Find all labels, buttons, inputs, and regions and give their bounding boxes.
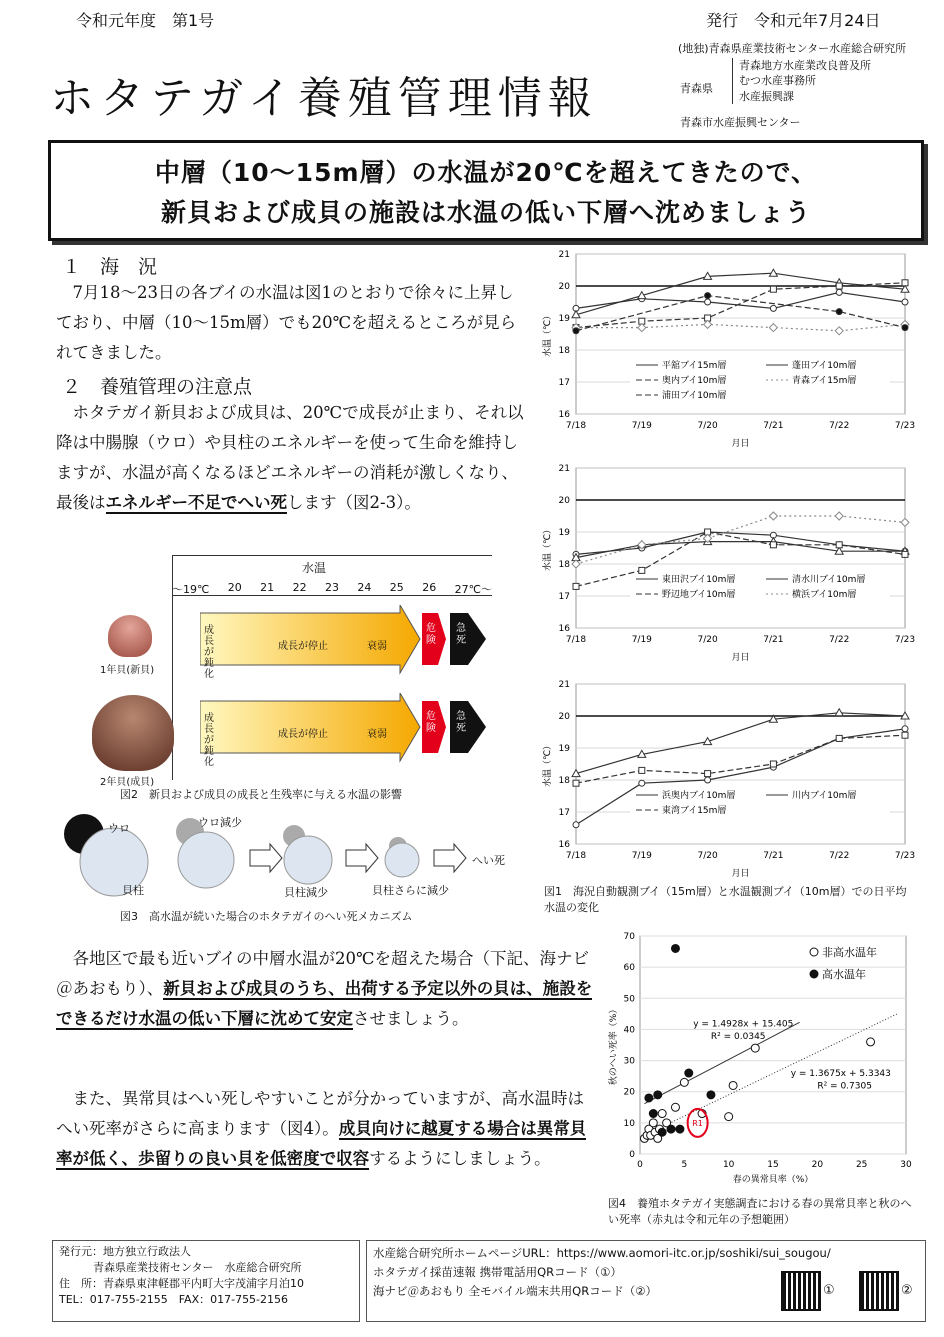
data-point <box>770 761 776 767</box>
x-tick-label: 20 <box>811 1160 824 1170</box>
data-point <box>836 542 842 548</box>
data-point <box>836 289 842 295</box>
fig1-caption: 図1 海況自動観測ブイ（15m層）と水温観測ブイ（10m層）での日平均水温の変化 <box>544 885 907 914</box>
qr-2-label: ② <box>901 1283 913 1298</box>
stage-death: 急死 <box>456 711 466 734</box>
stage-danger: 危険 <box>426 711 436 734</box>
legend-label: 清水川ブイ10m層 <box>792 575 866 585</box>
y-axis-label: 水温（℃） <box>543 740 553 788</box>
headline-line-2: 新貝および成貝の施設は水温の低い下層へ沈めましょう <box>160 198 811 227</box>
stage-stop: 成長が停止 <box>278 641 328 652</box>
data-point <box>705 293 711 299</box>
x-axis-label: 春の異常貝率（%） <box>732 1175 814 1185</box>
x-tick-label: 7/19 <box>631 421 652 431</box>
x-tick-label: 5 <box>681 1160 688 1170</box>
stage-weak: 衰弱 <box>367 729 387 740</box>
x-tick-label: 7/21 <box>763 635 784 645</box>
series-line <box>576 273 905 315</box>
fig2-ticks <box>172 581 492 597</box>
legend-label: 東湾ブイ15m層 <box>662 806 727 816</box>
prefecture-org-list <box>732 58 919 104</box>
y-axis-label: 水温（℃） <box>543 524 553 572</box>
x-tick-label: 7/21 <box>763 421 784 431</box>
legend-label: 平舘ブイ15m層 <box>662 361 727 371</box>
x-tick-label: 7/20 <box>697 635 718 645</box>
emphasis-text: 新貝および成貝のうち、出荷する予定以外の貝は、施設をできるだけ水温の低い下層に沈めて安定 <box>56 979 593 1028</box>
data-point <box>725 1113 733 1121</box>
data-point <box>769 269 777 276</box>
legend-marker <box>810 970 818 978</box>
data-point <box>667 1125 675 1133</box>
data-point <box>658 1128 666 1136</box>
data-point <box>902 732 908 738</box>
y-tick-label: 19 <box>558 744 570 754</box>
x-tick-label: 7/23 <box>894 421 916 431</box>
y-tick-label: 50 <box>623 994 635 1005</box>
text-span: 各地区で最も近いブイの中層水温が20℃を超えた場合（下記、海ナビ＠あおもり）、 <box>56 949 589 998</box>
x-tick-label: 7/20 <box>697 851 718 861</box>
fig2-tick: 21 <box>260 581 275 594</box>
x-tick-label: 7/21 <box>763 851 784 861</box>
y-axis-label: 水温（℃） <box>543 310 553 358</box>
scallop-2yr-image <box>92 695 174 771</box>
footer-line: 青森県産業技術センター 水産総合研究所 <box>93 1261 302 1274</box>
y-tick-label: 17 <box>558 808 570 818</box>
data-point <box>676 1125 684 1133</box>
headline-line-1: 中層（10〜15m層）の水温が20℃を超えてきたので、 <box>154 158 818 187</box>
x-tick-label: 15 <box>767 1160 779 1170</box>
emphasis-text: エネルギー不足でへい死 <box>105 493 287 512</box>
data-point <box>902 299 908 305</box>
figure-3 <box>62 810 532 902</box>
fig3-uro: ウロ <box>108 822 130 835</box>
y-tick-label: 21 <box>558 250 570 260</box>
x-tick-label: 7/18 <box>565 851 587 861</box>
legend-label: 奥内ブイ10m層 <box>662 376 727 386</box>
org-line: むつ水産事務所 <box>739 74 816 88</box>
y-tick-label: 21 <box>558 680 570 690</box>
text-span: また、異常貝はへい死しやすいことが分かっていますが、高水温時はへい死率がさらに高まります（図4）。 <box>56 1089 584 1138</box>
data-point <box>770 542 776 548</box>
data-point <box>671 944 679 952</box>
x-tick-label: 7/20 <box>697 421 718 431</box>
y-axis-label: 秋のへい死率（%） <box>609 1004 619 1086</box>
fig2-row1-bar <box>200 605 490 677</box>
section-1-title: １ 海 況 <box>62 256 158 278</box>
legend-label: 非高水温年 <box>822 946 877 959</box>
data-point <box>770 305 776 311</box>
data-point <box>573 583 579 589</box>
r2-label: R² = 0.7305 <box>817 1081 872 1092</box>
forecast-label: R1 <box>692 1118 703 1128</box>
x-tick-label: 7/19 <box>631 851 652 861</box>
prefecture-label: 青森県 <box>680 82 713 95</box>
fig1-chart-c <box>540 676 920 886</box>
stage-slow: 成長が鈍化 <box>204 713 214 768</box>
data-point <box>649 1110 657 1118</box>
headline-box <box>48 140 924 241</box>
data-point <box>836 735 842 741</box>
fig4-chart <box>604 926 924 1194</box>
fig3-uro-less: ウロ減少 <box>198 816 242 829</box>
data-point <box>704 320 712 328</box>
row-2-label: 2年貝(成貝) <box>100 777 155 788</box>
y-tick-label: 10 <box>623 1118 635 1129</box>
publisher-org: (地独)青森県産業技術センター水産総合研究所 <box>678 42 907 55</box>
stage-weak: 衰弱 <box>367 641 387 652</box>
footer-line: 住 所：青森県東津軽郡平内町大字茂浦字月泊10 <box>59 1277 304 1290</box>
r2-label: R² = 0.0345 <box>710 1031 766 1042</box>
fig3-adductor: 貝柱 <box>122 884 144 897</box>
fig2-tick: 26 <box>422 581 437 594</box>
data-point <box>705 771 711 777</box>
data-point <box>685 1069 693 1077</box>
data-point <box>901 518 909 526</box>
paragraph-3 <box>56 944 596 1034</box>
y-tick-label: 40 <box>623 1025 635 1036</box>
section-2-title: ２ 養殖管理の注意点 <box>62 376 253 398</box>
text-span: させましょう。 <box>353 1009 469 1028</box>
fig1-chart-a <box>540 246 920 456</box>
footer-line: TEL：017-755-2155 FAX：017-755-2156 <box>59 1293 289 1306</box>
data-point <box>707 1091 715 1099</box>
fig3-adductor-less: 貝柱減少 <box>284 886 328 899</box>
data-point <box>645 1094 653 1102</box>
y-tick-label: 18 <box>558 346 570 356</box>
legend-label: 川内ブイ10m層 <box>792 791 857 801</box>
x-axis-label: 月日 <box>731 439 750 449</box>
data-point <box>705 299 711 305</box>
legend-label: 浦田ブイ10m層 <box>662 391 727 401</box>
qr-code-1[interactable] <box>781 1271 821 1311</box>
equation-label: y = 1.4928x + 15.405 <box>693 1019 794 1030</box>
footer-line: 海ナビ＠あおもり 全モバイル端末共用QRコード（②） <box>373 1284 658 1298</box>
footer-links <box>366 1240 926 1322</box>
legend-marker <box>810 948 818 956</box>
section-1-text: 7月18〜23日の各ブイの水温は図1のとおりで徐々に上昇しており、中層（10〜15m層）でも20℃を超えるところが見られてきました。 <box>56 283 517 362</box>
homepage-url[interactable]: 水産総合研究所ホームページURL：https://www.aomori-itc.or.jp/soshiki/sui_sougou/ <box>373 1246 831 1260</box>
y-tick-label: 16 <box>558 410 570 420</box>
data-point <box>902 280 908 286</box>
y-tick-label: 30 <box>623 1056 635 1067</box>
data-point <box>572 560 580 568</box>
fig2-tick: 20 <box>227 581 242 594</box>
data-point <box>835 709 843 716</box>
data-point <box>654 1091 662 1099</box>
data-point <box>705 777 711 783</box>
data-point <box>649 1119 657 1127</box>
data-point <box>639 767 645 773</box>
x-tick-label: 0 <box>637 1160 643 1170</box>
data-point <box>902 551 908 557</box>
figure-2 <box>92 555 492 788</box>
series-line <box>576 516 905 564</box>
emphasis-text: 成貝向けに越夏する場合は異常貝率が低く、歩留りの良い貝を低密度で収容 <box>56 1119 587 1168</box>
org-line: 青森地方水産業改良普及所 <box>739 59 871 72</box>
stage-slow: 成長が鈍化 <box>204 625 214 680</box>
section-2-text <box>56 398 524 518</box>
data-point <box>638 324 646 332</box>
data-point <box>769 324 777 332</box>
data-point <box>835 512 843 520</box>
data-point <box>769 512 777 520</box>
plot-frame <box>640 936 906 1154</box>
fig2-caption: 図2 新貝および成貝の成長と生残率に与える水温の影響 <box>120 788 402 801</box>
data-point <box>573 328 579 334</box>
x-tick-label: 25 <box>855 1160 868 1170</box>
data-point <box>770 286 776 292</box>
x-tick-label: 7/22 <box>829 851 850 861</box>
y-tick-label: 17 <box>558 378 570 388</box>
fig2-tick: 〜19℃ <box>172 583 210 596</box>
y-tick-label: 20 <box>558 496 570 506</box>
data-point <box>902 726 908 732</box>
stage-death: 急死 <box>456 623 466 646</box>
data-point <box>658 1110 666 1118</box>
y-tick-label: 18 <box>558 560 570 570</box>
series-line <box>576 713 905 774</box>
data-point <box>671 1103 679 1111</box>
y-tick-label: 19 <box>558 528 570 538</box>
x-axis-label: 月日 <box>731 869 750 879</box>
city-org: 青森市水産振興センター <box>680 116 801 129</box>
data-point <box>836 283 842 289</box>
y-tick-label: 20 <box>558 282 570 292</box>
legend-label: 蓬田ブイ10m層 <box>792 361 857 371</box>
issue-date: 発行 令和元年7月24日 <box>706 11 881 30</box>
legend-label: 野辺地ブイ10m層 <box>662 590 736 600</box>
fig3-death: へい死 <box>472 854 505 867</box>
fig2-tick: 24 <box>357 581 372 594</box>
y-tick-label: 19 <box>558 314 570 324</box>
footer-line: ホタテガイ採苗速報 携帯電話用QRコード（①） <box>373 1265 622 1279</box>
data-point <box>835 327 843 335</box>
stage-danger: 危険 <box>426 623 436 646</box>
legend-label: 高水温年 <box>822 968 866 981</box>
data-point <box>902 325 908 331</box>
fig2-tick: 25 <box>389 581 404 594</box>
data-point <box>639 780 645 786</box>
y-tick-label: 16 <box>558 840 570 850</box>
x-tick-label: 7/23 <box>894 635 916 645</box>
text-span: するようにしましょう。 <box>369 1149 551 1168</box>
y-tick-label: 60 <box>623 963 635 974</box>
y-tick-label: 16 <box>558 624 570 634</box>
paragraph-4 <box>56 1084 596 1174</box>
qr-1-label: ① <box>823 1283 835 1298</box>
x-tick-label: 7/18 <box>565 635 587 645</box>
y-tick-label: 20 <box>623 1087 635 1098</box>
fig2-tick: 22 <box>292 581 307 594</box>
legend-label: 東田沢ブイ10m層 <box>662 575 736 585</box>
fig2-axis-title: 水温 <box>302 561 327 575</box>
footer-contact <box>52 1240 360 1322</box>
org-line: 水産振興課 <box>739 89 794 103</box>
x-tick-label: 7/23 <box>894 851 916 861</box>
x-tick-label: 30 <box>900 1160 912 1170</box>
fig4-caption: 図4 養殖ホタテガイ実態調査における春の異常貝率と秋のへい死率（赤丸は令和元年の予想範囲） <box>608 1197 912 1226</box>
text-span: します（図2-3）。 <box>287 493 421 512</box>
fig2-tick: 27℃〜 <box>454 583 492 596</box>
qr-code-2[interactable] <box>859 1271 899 1311</box>
issue-number: 令和元年度 第1号 <box>76 11 215 30</box>
data-point <box>836 309 842 315</box>
equation-label: y = 1.3675x + 5.3343 <box>790 1069 891 1080</box>
x-tick-label: 7/22 <box>829 421 850 431</box>
data-point <box>867 1038 875 1046</box>
fig2-tick: 23 <box>324 581 339 594</box>
data-point <box>639 567 645 573</box>
text-span: ホタテガイ新貝および成貝は、20℃で成長が止まり、それ以降は中腸腺（ウロ）や貝柱のエネルギーを使って生命を維持しますが、水温が高くなるほどエネルギーの消耗が激しくなり、最後は <box>56 403 524 512</box>
row-1-label: 1年貝(新貝) <box>100 665 155 676</box>
fig2-row2-bar <box>200 693 490 765</box>
y-tick-label: 0 <box>629 1150 635 1160</box>
y-tick-label: 17 <box>558 592 570 602</box>
x-tick-label: 10 <box>722 1160 735 1170</box>
legend-label: 横浜ブイ10m層 <box>792 590 857 600</box>
data-point <box>680 1078 688 1086</box>
legend-label: 青森ブイ15m層 <box>792 376 857 386</box>
data-point <box>573 822 579 828</box>
y-tick-label: 18 <box>558 776 570 786</box>
x-axis-label: 月日 <box>731 653 750 663</box>
data-point <box>573 780 579 786</box>
fig3-adductor-lesser: 貝柱さらに減少 <box>372 884 449 897</box>
stage-stop: 成長が停止 <box>278 729 328 740</box>
series-line <box>576 324 905 330</box>
scallop-1yr-image <box>108 615 152 657</box>
y-tick-label: 20 <box>558 712 570 722</box>
x-tick-label: 7/19 <box>631 635 652 645</box>
data-point <box>751 1044 759 1052</box>
y-tick-label: 21 <box>558 464 570 474</box>
footer-line: 発行元：地方独立行政法人 <box>59 1245 191 1258</box>
fig1-chart-b <box>540 460 920 670</box>
y-tick-label: 70 <box>623 932 635 942</box>
data-point <box>729 1081 737 1089</box>
legend-label: 浜奥内ブイ10m層 <box>662 791 736 801</box>
fig3-caption: 図3 高水温が続いた場合のホタテガイのへい死メカニズム <box>120 910 413 923</box>
page-title: ホタテガイ養殖管理情報 <box>50 73 598 124</box>
x-tick-label: 7/22 <box>829 635 850 645</box>
x-tick-label: 7/18 <box>565 421 587 431</box>
